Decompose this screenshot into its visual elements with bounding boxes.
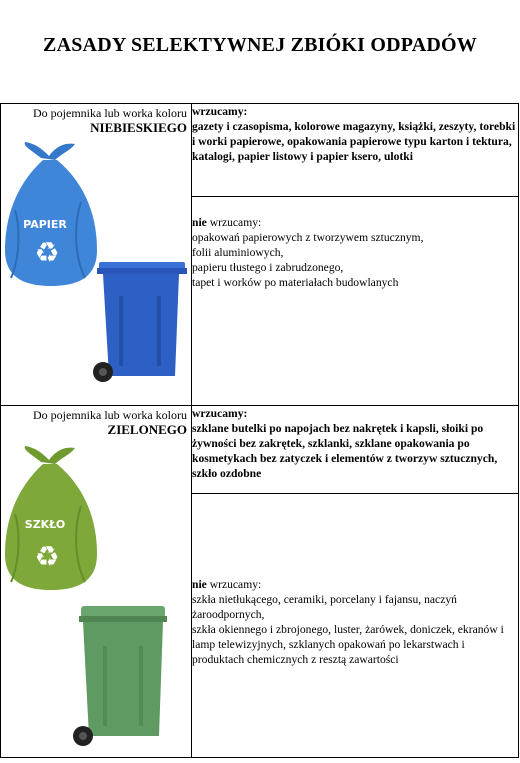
paper-color-name: NIEBIESKIEGO xyxy=(90,120,187,135)
glass-yes-label: wrzucamy: xyxy=(192,407,248,420)
glass-bag-label: SZKŁO xyxy=(24,518,66,531)
rules-table xyxy=(0,103,519,758)
recycle-icon: ♻ xyxy=(34,236,60,269)
glass-color-name: ZIELONEGO xyxy=(107,422,187,437)
paper-no-line: tapet i worków po materiałach budowlanych xyxy=(192,276,399,290)
glass-bag-icon xyxy=(1,444,101,594)
glass-no-line: szkła okiennego i zbrojonego, luster, żarówek, doniczek, ekranów i lamp telewizyjnych, szklanych opakowań po lekarstwach i produktach chemicznych z resztą zawartości xyxy=(192,623,504,667)
paper-no-word: nie xyxy=(192,216,207,230)
glass-no-word: nie xyxy=(192,578,207,592)
paper-yes-label: wrzucamy: xyxy=(192,105,248,118)
paper-no-cell xyxy=(192,197,519,406)
glass-lead: Do pojemnika lub worka koloru xyxy=(33,408,187,422)
paper-no-line: papieru tłustego i zabrudzonego, xyxy=(192,261,344,275)
page-title: ZASADY SELEKTYWNEJ ZBIÓKI ODPADÓW xyxy=(43,34,477,56)
paper-bin-icon xyxy=(91,256,191,391)
paper-no-rest: wrzucamy: xyxy=(206,216,262,230)
paper-no-line: folii aluminiowych, xyxy=(192,246,284,260)
paper-yes-text: gazety i czasopisma, kolorowe magazyny, książki, zeszyty, torebki i worki papierowe, opakowania papierowe typu karton i tektura, katalogi, papier listowy i papier ksero, ulotki xyxy=(192,120,516,163)
paper-lead: Do pojemnika lub worka koloru xyxy=(33,106,187,120)
glass-cell xyxy=(1,406,192,758)
recycle-icon: ♻ xyxy=(34,540,60,573)
glass-yes-cell xyxy=(192,406,519,494)
paper-bag-icon xyxy=(1,140,101,290)
glass-no-line: szkła nietłukącego, ceramiki, porcelany i fajansu, naczyń żaroodpornych, xyxy=(192,593,457,622)
glass-no-rest: wrzucamy: xyxy=(206,578,262,592)
paper-no-line: opakowań papierowych z tworzywem sztucznym, xyxy=(192,231,424,245)
paper-yes-cell xyxy=(192,104,519,197)
glass-bin-icon xyxy=(69,602,173,752)
glass-yes-text: szklane butelki po napojach bez nakrętek i kapsli, słoiki po żywności bez zakrętek, szklanki, szklane opakowania po kosmetykach bez zatyczek i elementów z tworzyw sztucznych, szkło ozdobne xyxy=(192,422,498,480)
paper-cell xyxy=(1,104,192,406)
glass-no-cell xyxy=(192,494,519,758)
paper-bag-label: PAPIER xyxy=(23,218,67,231)
